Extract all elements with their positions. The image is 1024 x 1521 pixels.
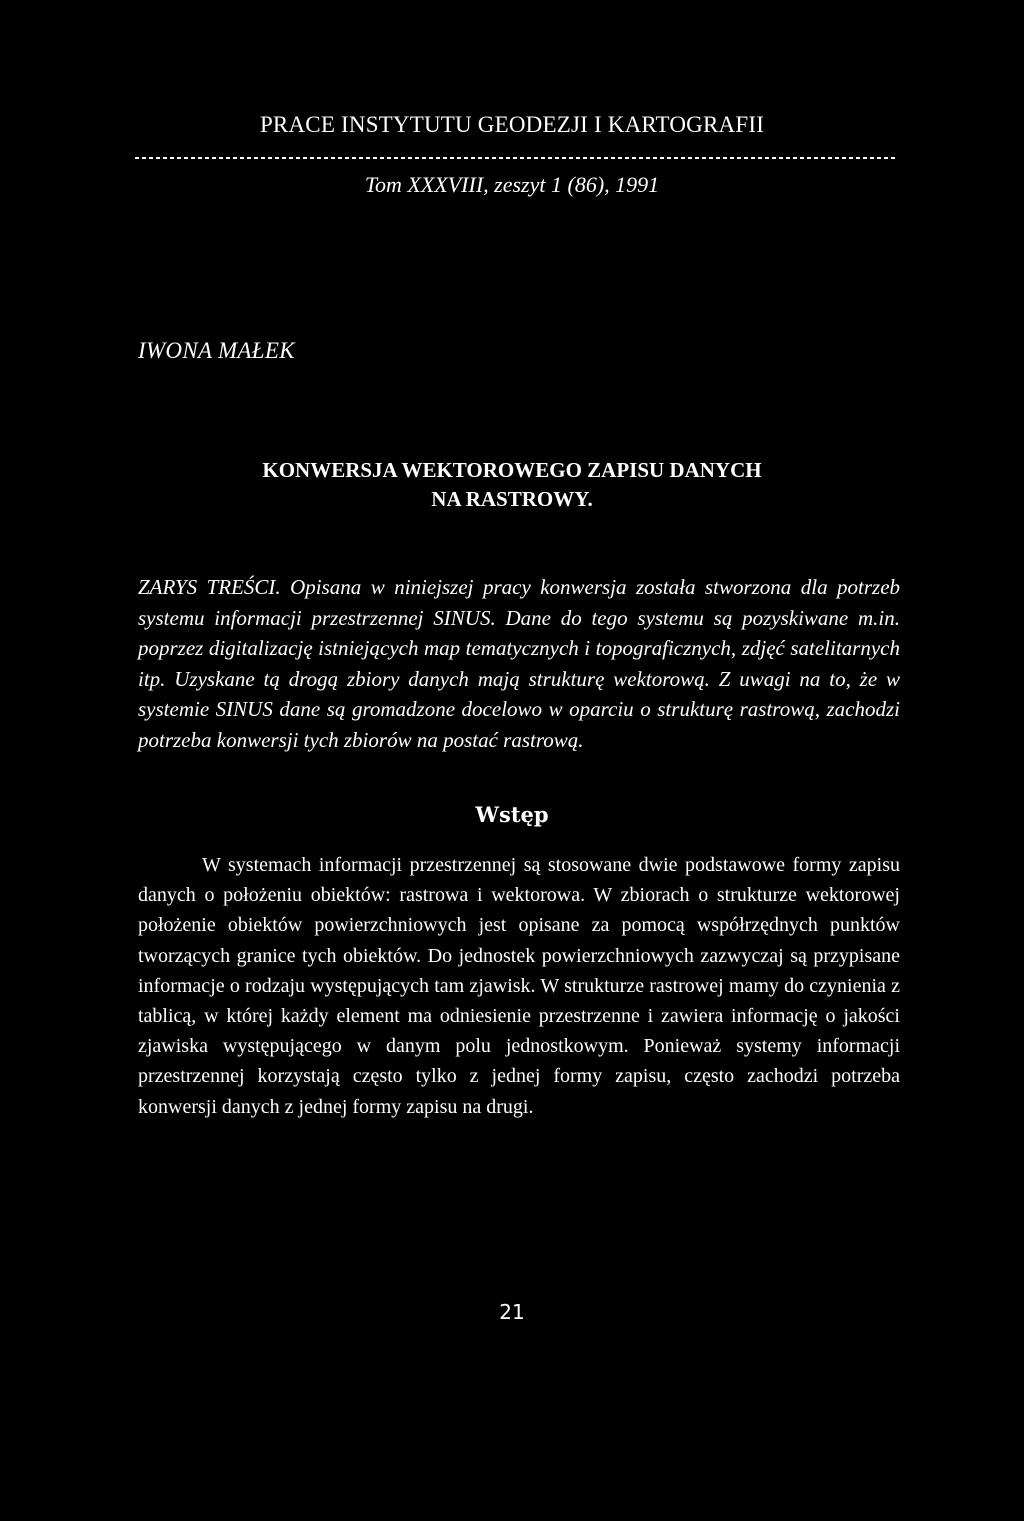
abstract-text: Opisana w niniejszej pracy konwersja została stworzona dla potrzeb systemu informacji przestrzennej SINUS. Dane do tego systemu są pozyskiwane m.in. poprzez digitalizację istniejących map tematycznych i topograficznych, zdjęć satelitarnych itp. Uzyskane tą drogą zbiory danych mają strukturę wektorową. Z uwagi na to, że w systemie SINUS dane są gromadzone docelowo w oparciu o strukturę rastrową, zachodzi potrzeba konwersji tych zbiorów na postać rastrową. — [138, 575, 901, 752]
article-title-line-2: NA RASTROWY. — [431, 487, 593, 511]
issue-info: Tom XXXVIII, zeszyt 1 (86), 1991 — [364, 172, 660, 197]
body-paragraph: W systemach informacji przestrzennej są stosowane dwie podstawowe formy zapisu danych o położeniu obiektów: rastrowa i wektorowa. W zbiorach o strukturze wektorowej położenie obiektów powierzchniowych jest opisane za pomocą współrzędnych punktów tworzących granice tych obiektów. Do jednostek powierzchniowych zazwyczaj są przypisane informacje o rodzaju występujących tam zjawisk. W strukturze rastrowej mamy do czynienia z tablicą, w której każdy element ma odniesienie przestrzenne i zawiera informację o jakości zjawiska występującego w danym polu jednostkowym. Ponieważ systemy informacji przestrzennej korzystają często tylko z jednej formy zapisu, często zachodzi potrzeba konwersji danych z jednej formy zapisu na drugi. — [138, 854, 900, 1118]
author-name: IWONA MAŁEK — [138, 338, 295, 363]
abstract-label: ZARYS TREŚCI. — [138, 575, 281, 599]
section-heading: Wstęp — [475, 802, 549, 827]
article-title — [0, 456, 1024, 514]
article-title-line-1: KONWERSJA WEKTOROWEGO ZAPISU DANYCH — [262, 458, 762, 482]
journal-name: PRACE INSTYTUTU GEODEZJI I KARTOGRAFII — [259, 112, 765, 137]
dashed-divider — [135, 157, 897, 159]
page-number: 21 — [499, 1300, 525, 1324]
abstract — [138, 572, 900, 755]
